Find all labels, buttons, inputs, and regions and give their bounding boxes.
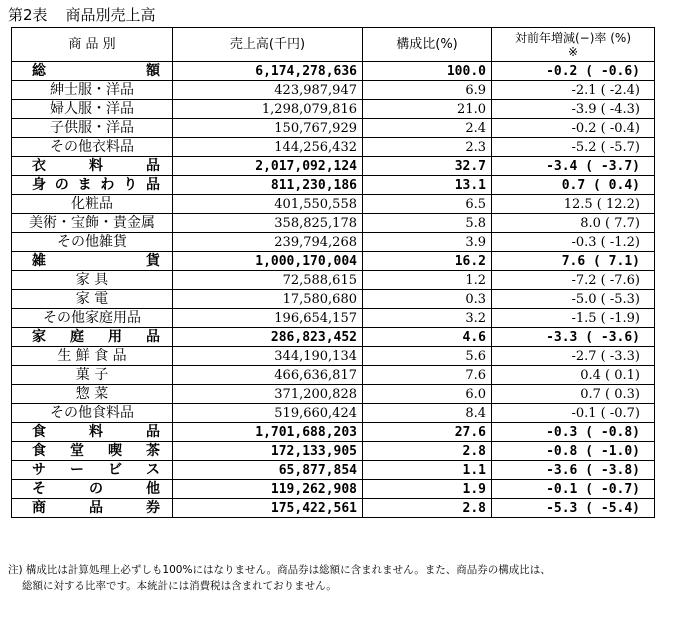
row-yoy: -0.2 ( -0.4) <box>492 119 655 138</box>
row-name: そ の 他 <box>12 480 173 499</box>
row-name: その他衣料品 <box>12 138 173 157</box>
row-ratio: 1.2 <box>363 271 492 290</box>
row-sales: 172,133,905 <box>173 442 363 461</box>
row-ratio: 2.3 <box>363 138 492 157</box>
table-row <box>12 423 655 442</box>
row-name: 生 鮮 食 品 <box>12 347 173 366</box>
row-yoy: -5.3 ( -5.4) <box>492 499 655 518</box>
row-name: 美術・宝飾・貴金属 <box>12 214 173 233</box>
row-ratio: 21.0 <box>363 100 492 119</box>
table-title-text: 商品別売上高 <box>65 6 156 24</box>
row-name: 子供服・洋品 <box>12 119 173 138</box>
row-yoy: -0.1 ( -0.7) <box>492 480 655 499</box>
row-yoy: -0.8 ( -1.0) <box>492 442 655 461</box>
row-ratio: 4.6 <box>363 328 492 347</box>
row-ratio: 27.6 <box>363 423 492 442</box>
row-ratio: 6.0 <box>363 385 492 404</box>
table-row <box>12 442 655 461</box>
table-row <box>12 366 655 385</box>
row-ratio: 3.2 <box>363 309 492 328</box>
row-sales: 519,660,424 <box>173 404 363 423</box>
table-row <box>12 290 655 309</box>
row-yoy: -5.2 ( -5.7) <box>492 138 655 157</box>
footnotes <box>8 562 551 594</box>
row-ratio: 1.1 <box>363 461 492 480</box>
header-yoy-text: 対前年増減(−)率 (%) <box>515 30 631 45</box>
row-ratio: 0.3 <box>363 290 492 309</box>
row-ratio: 100.0 <box>363 62 492 81</box>
row-ratio: 8.4 <box>363 404 492 423</box>
row-sales: 1,000,170,004 <box>173 252 363 271</box>
table-row <box>12 328 655 347</box>
table-row <box>12 195 655 214</box>
table-row <box>12 119 655 138</box>
table-row <box>12 385 655 404</box>
row-yoy: -1.5 ( -1.9) <box>492 309 655 328</box>
row-yoy: -3.9 ( -4.3) <box>492 100 655 119</box>
row-name: 菓 子 <box>12 366 173 385</box>
row-name: 化粧品 <box>12 195 173 214</box>
row-sales: 150,767,929 <box>173 119 363 138</box>
row-ratio: 1.9 <box>363 480 492 499</box>
row-yoy: 0.7 ( 0.3) <box>492 385 655 404</box>
table-row <box>12 499 655 518</box>
row-sales: 17,580,680 <box>173 290 363 309</box>
row-name: 婦人服・洋品 <box>12 100 173 119</box>
table-row <box>12 138 655 157</box>
row-sales: 6,174,278,636 <box>173 62 363 81</box>
row-sales: 119,262,908 <box>173 480 363 499</box>
row-yoy: -3.3 ( -3.6) <box>492 328 655 347</box>
row-yoy: -2.1 ( -2.4) <box>492 81 655 100</box>
row-sales: 358,825,178 <box>173 214 363 233</box>
row-name: その他雑貨 <box>12 233 173 252</box>
row-ratio: 7.6 <box>363 366 492 385</box>
row-yoy: -0.2 ( -0.6) <box>492 62 655 81</box>
row-ratio: 3.9 <box>363 233 492 252</box>
row-ratio: 5.6 <box>363 347 492 366</box>
row-yoy: 8.0 ( 7.7) <box>492 214 655 233</box>
table-row <box>12 100 655 119</box>
row-sales: 2,017,092,124 <box>173 157 363 176</box>
table-row <box>12 347 655 366</box>
row-yoy: -0.3 ( -0.8) <box>492 423 655 442</box>
header-yoy <box>492 28 655 62</box>
header-yoy-mark: ※ <box>567 44 579 59</box>
row-yoy: -5.0 ( -5.3) <box>492 290 655 309</box>
table-row <box>12 214 655 233</box>
table-header-row <box>12 28 655 62</box>
row-sales: 371,200,828 <box>173 385 363 404</box>
row-sales: 811,230,186 <box>173 176 363 195</box>
row-sales: 401,550,558 <box>173 195 363 214</box>
row-ratio: 2.4 <box>363 119 492 138</box>
row-yoy: 0.7 ( 0.4) <box>492 176 655 195</box>
row-yoy: 0.4 ( 0.1) <box>492 366 655 385</box>
row-yoy: -0.3 ( -1.2) <box>492 233 655 252</box>
row-ratio: 13.1 <box>363 176 492 195</box>
row-ratio: 2.8 <box>363 499 492 518</box>
row-ratio: 32.7 <box>363 157 492 176</box>
row-sales: 344,190,134 <box>173 347 363 366</box>
row-yoy: 7.6 ( 7.1) <box>492 252 655 271</box>
row-sales: 196,654,157 <box>173 309 363 328</box>
row-sales: 423,987,947 <box>173 81 363 100</box>
row-yoy: 12.5 ( 12.2) <box>492 195 655 214</box>
table-row <box>12 252 655 271</box>
row-sales: 1,298,079,816 <box>173 100 363 119</box>
row-sales: 144,256,432 <box>173 138 363 157</box>
row-sales: 72,588,615 <box>173 271 363 290</box>
row-name: 総 額 <box>12 62 173 81</box>
table-row <box>12 233 655 252</box>
table-row <box>12 176 655 195</box>
row-name: その他家庭用品 <box>12 309 173 328</box>
row-sales: 466,636,817 <box>173 366 363 385</box>
row-ratio: 5.8 <box>363 214 492 233</box>
footnote-line-2: 総額に対する比率です。本統計には消費税は含まれておりません。 <box>22 580 337 592</box>
header-sales: 売上高(千円) <box>173 28 363 62</box>
table-row <box>12 271 655 290</box>
sales-table <box>11 27 655 518</box>
row-name: 衣 料 品 <box>12 157 173 176</box>
row-name: 家 電 <box>12 290 173 309</box>
header-name: 商 品 別 <box>12 28 173 62</box>
row-name: 惣 菜 <box>12 385 173 404</box>
table-row <box>12 404 655 423</box>
row-ratio: 2.8 <box>363 442 492 461</box>
row-sales: 65,877,854 <box>173 461 363 480</box>
row-yoy: -7.2 ( -7.6) <box>492 271 655 290</box>
row-name: 商 品 券 <box>12 499 173 518</box>
row-ratio: 6.5 <box>363 195 492 214</box>
row-name: 家 具 <box>12 271 173 290</box>
row-name: 紳士服・洋品 <box>12 81 173 100</box>
table-title <box>8 4 156 25</box>
row-name: 身のまわり品 <box>12 176 173 195</box>
row-sales: 239,794,268 <box>173 233 363 252</box>
row-ratio: 6.9 <box>363 81 492 100</box>
row-name: サ ー ビ ス <box>12 461 173 480</box>
header-ratio: 構成比(%) <box>363 28 492 62</box>
row-sales: 286,823,452 <box>173 328 363 347</box>
row-ratio: 16.2 <box>363 252 492 271</box>
row-name: その他食料品 <box>12 404 173 423</box>
table-number: 第2表 <box>8 6 48 24</box>
row-name: 雑 貨 <box>12 252 173 271</box>
table-row <box>12 157 655 176</box>
table-row <box>12 480 655 499</box>
table-row <box>12 461 655 480</box>
row-yoy: -3.4 ( -3.7) <box>492 157 655 176</box>
row-name: 家 庭 用 品 <box>12 328 173 347</box>
table-row <box>12 81 655 100</box>
row-sales: 175,422,561 <box>173 499 363 518</box>
table-row <box>12 309 655 328</box>
row-sales: 1,701,688,203 <box>173 423 363 442</box>
table-row <box>12 62 655 81</box>
row-yoy: -0.1 ( -0.7) <box>492 404 655 423</box>
row-yoy: -3.6 ( -3.8) <box>492 461 655 480</box>
row-name: 食 堂 喫 茶 <box>12 442 173 461</box>
row-yoy: -2.7 ( -3.3) <box>492 347 655 366</box>
footnote-line-1: 注) 構成比は計算処理上必ずしも100%にはなりません。商品券は総額に含まれません。また、商品券の構成比は、 <box>8 564 551 576</box>
row-name: 食 料 品 <box>12 423 173 442</box>
